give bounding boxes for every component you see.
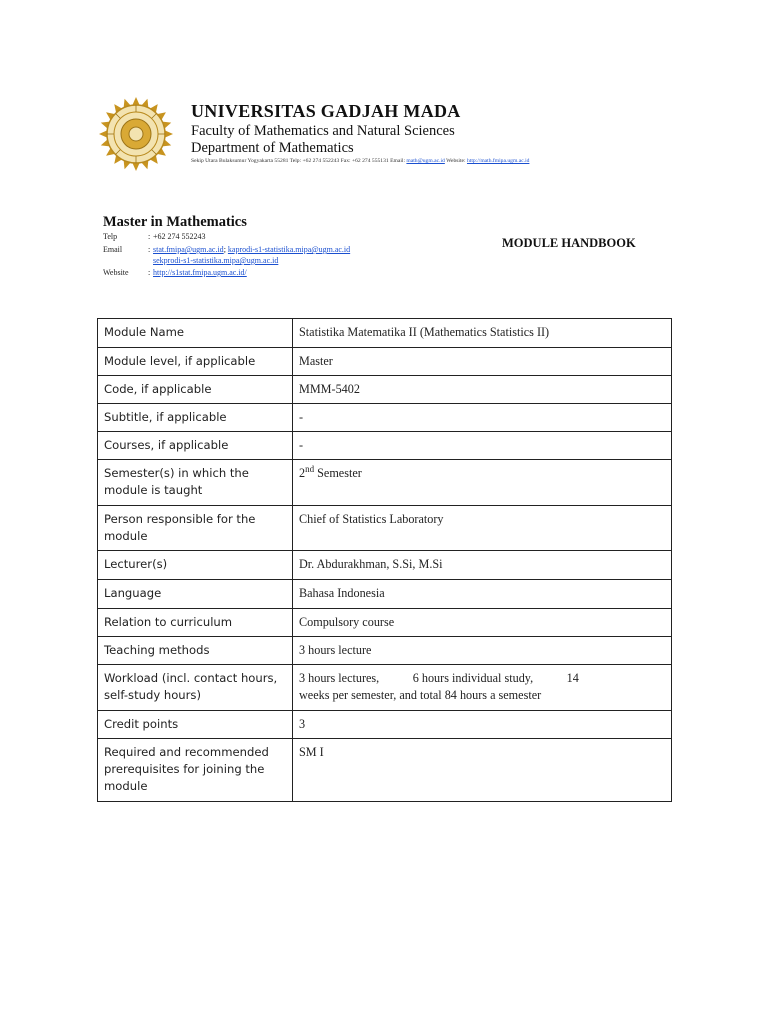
row-label: Module level, if applicable: [98, 348, 293, 376]
row-value: [293, 665, 672, 711]
row-label: Required and recommended prerequisites for joining the module: [98, 739, 293, 802]
program-email-row-2: [103, 256, 278, 265]
row-label: Module Name: [98, 319, 293, 348]
table-row: [98, 665, 672, 711]
row-label: Semester(s) in which the module is taught: [98, 460, 293, 506]
module-info-table: [97, 318, 672, 802]
program-website-link[interactable]: http://s1stat.fmipa.ugm.ac.id/: [153, 268, 247, 277]
department-name: Department of Mathematics: [191, 140, 354, 156]
kaprodi-email-link[interactable]: kaprodi-s1-statistika.mipa@ugm.ac.id: [227, 245, 351, 254]
university-seal-logo: [98, 96, 174, 172]
sekprodi-email-link[interactable]: sekprodi-s1-statistika.mipa@ugm.ac.id: [153, 256, 279, 265]
program-title: Master in Mathematics: [103, 214, 247, 230]
table-row: [98, 551, 672, 580]
workload-line-2: weeks per semester, and total 84 hours a semester: [299, 688, 542, 702]
email-separator: ;: [223, 245, 228, 254]
table-row: [98, 739, 672, 802]
semester-number: 2: [299, 466, 306, 480]
row-label: Teaching methods: [98, 637, 293, 665]
row-value: 3: [293, 711, 672, 739]
table-row: [98, 404, 672, 432]
row-value: -: [293, 432, 672, 460]
row-label: Code, if applicable: [98, 376, 293, 404]
table-row: [98, 609, 672, 637]
email-colon: :: [148, 245, 151, 254]
stat-email-link[interactable]: stat.fmipa@ugm.ac.id: [153, 245, 224, 254]
table-row: [98, 348, 672, 376]
row-value: Bahasa Indonesia: [293, 580, 672, 609]
program-telp-row: [103, 232, 206, 241]
table-row: [98, 580, 672, 609]
row-value: Master: [293, 348, 672, 376]
row-label: Person responsible for the module: [98, 506, 293, 551]
program-email-row: [103, 245, 350, 254]
row-label: Workload (incl. contact hours, self-study hours): [98, 665, 293, 711]
row-value: Chief of Statistics Laboratory: [293, 506, 672, 551]
table-row: [98, 637, 672, 665]
program-website-row: [103, 268, 247, 277]
department-email-link[interactable]: math@ugm.ac.id: [406, 158, 445, 164]
address-text: Sekip Utara Bulaksumur Yogyakarta 55281 Telp: +62 274 552243 Fax: +62 274 555131 Email:: [191, 158, 407, 164]
table-row: [98, 319, 672, 348]
website-label: Website:: [444, 158, 467, 164]
table-row: [98, 376, 672, 404]
row-label: Language: [98, 580, 293, 609]
row-label: Relation to curriculum: [98, 609, 293, 637]
faculty-name: Faculty of Mathematics and Natural Sciences: [191, 123, 455, 139]
telp-label: Telp: [103, 232, 118, 241]
row-value: 3 hours lecture: [293, 637, 672, 665]
row-label: Lecturer(s): [98, 551, 293, 580]
workload-line-1: 3 hours lectures, 6 hours individual study, 14: [299, 671, 579, 685]
handbook-title: MODULE HANDBOOK: [502, 236, 636, 250]
row-value: [293, 460, 672, 506]
email-label: Email: [103, 245, 123, 254]
row-value: Dr. Abdurakhman, S.Si, M.Si: [293, 551, 672, 580]
table-row: [98, 711, 672, 739]
website-row-label: Website: [103, 268, 129, 277]
table-row: [98, 432, 672, 460]
row-value: MMM-5402: [293, 376, 672, 404]
semester-word: Semester: [314, 466, 362, 480]
row-label: Credit points: [98, 711, 293, 739]
table-row: [98, 460, 672, 506]
university-name: UNIVERSITAS GADJAH MADA: [191, 101, 461, 121]
table-row: [98, 506, 672, 551]
row-value: -: [293, 404, 672, 432]
row-value: Compulsory course: [293, 609, 672, 637]
semester-suffix: nd: [305, 463, 315, 474]
row-label: Subtitle, if applicable: [98, 404, 293, 432]
website-colon: :: [148, 268, 151, 277]
row-label: Courses, if applicable: [98, 432, 293, 460]
telp-colon: :: [148, 232, 151, 241]
letterhead-address: [191, 158, 529, 164]
department-website-link[interactable]: http://math.fmipa.ugm.ac.id: [466, 158, 530, 164]
telp-value: +62 274 552243: [153, 232, 206, 241]
row-value: SM I: [293, 739, 672, 802]
row-value: Statistika Matematika II (Mathematics Statistics II): [293, 319, 672, 348]
